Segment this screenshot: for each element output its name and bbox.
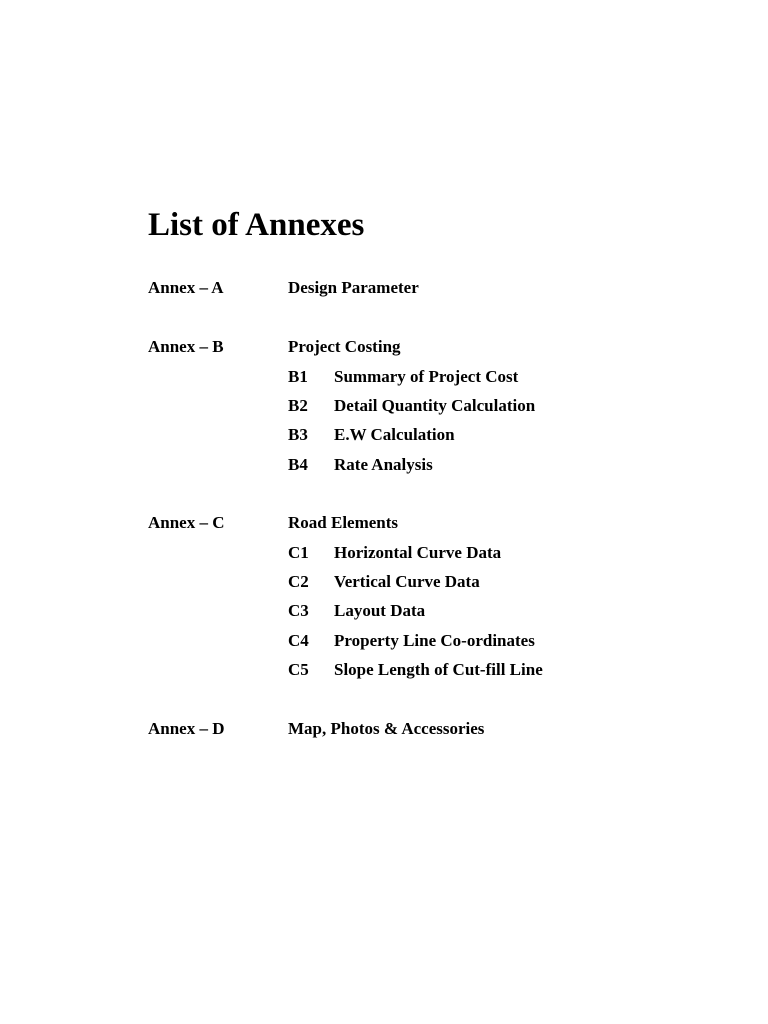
annex-c-item-text: Vertical Curve Data: [334, 572, 480, 591]
page-title: List of Annexes: [148, 207, 365, 243]
annex-b-item-text: Rate Analysis: [334, 455, 433, 474]
annex-c-item-text: Layout Data: [334, 601, 426, 620]
annex-a-heading: Design Parameter: [288, 278, 419, 297]
annex-b-item-text: Detail Quantity Calculation: [334, 396, 536, 415]
annex-b-item-code: B1: [288, 367, 308, 386]
annex-b-item-code: B3: [288, 425, 308, 444]
annex-d-heading: Map, Photos & Accessories: [288, 719, 485, 738]
annex-d-label: Annex – D: [148, 719, 225, 738]
annex-c-label: Annex – C: [148, 513, 225, 532]
annex-c-item-text: Horizontal Curve Data: [334, 543, 502, 562]
annex-b-item-text: E.W Calculation: [334, 425, 455, 444]
annex-c-item-text: Property Line Co-ordinates: [334, 631, 535, 650]
annex-c-item-code: C1: [288, 543, 309, 562]
annex-b-item-code: B2: [288, 396, 308, 415]
annex-c-item-text: Slope Length of Cut-fill Line: [334, 660, 543, 679]
annex-a-label: Annex – A: [148, 278, 224, 297]
annex-b-item-text: Summary of Project Cost: [334, 367, 519, 386]
annex-b-heading: Project Costing: [288, 337, 401, 356]
annex-c-heading: Road Elements: [288, 513, 399, 532]
annex-c-item-code: C4: [288, 631, 309, 650]
annex-b-label: Annex – B: [148, 337, 224, 356]
annex-c-item-code: C2: [288, 572, 309, 591]
annex-c-item-code: C5: [288, 660, 309, 679]
annex-c-item-code: C3: [288, 601, 309, 620]
annex-b-item-code: B4: [288, 455, 308, 474]
